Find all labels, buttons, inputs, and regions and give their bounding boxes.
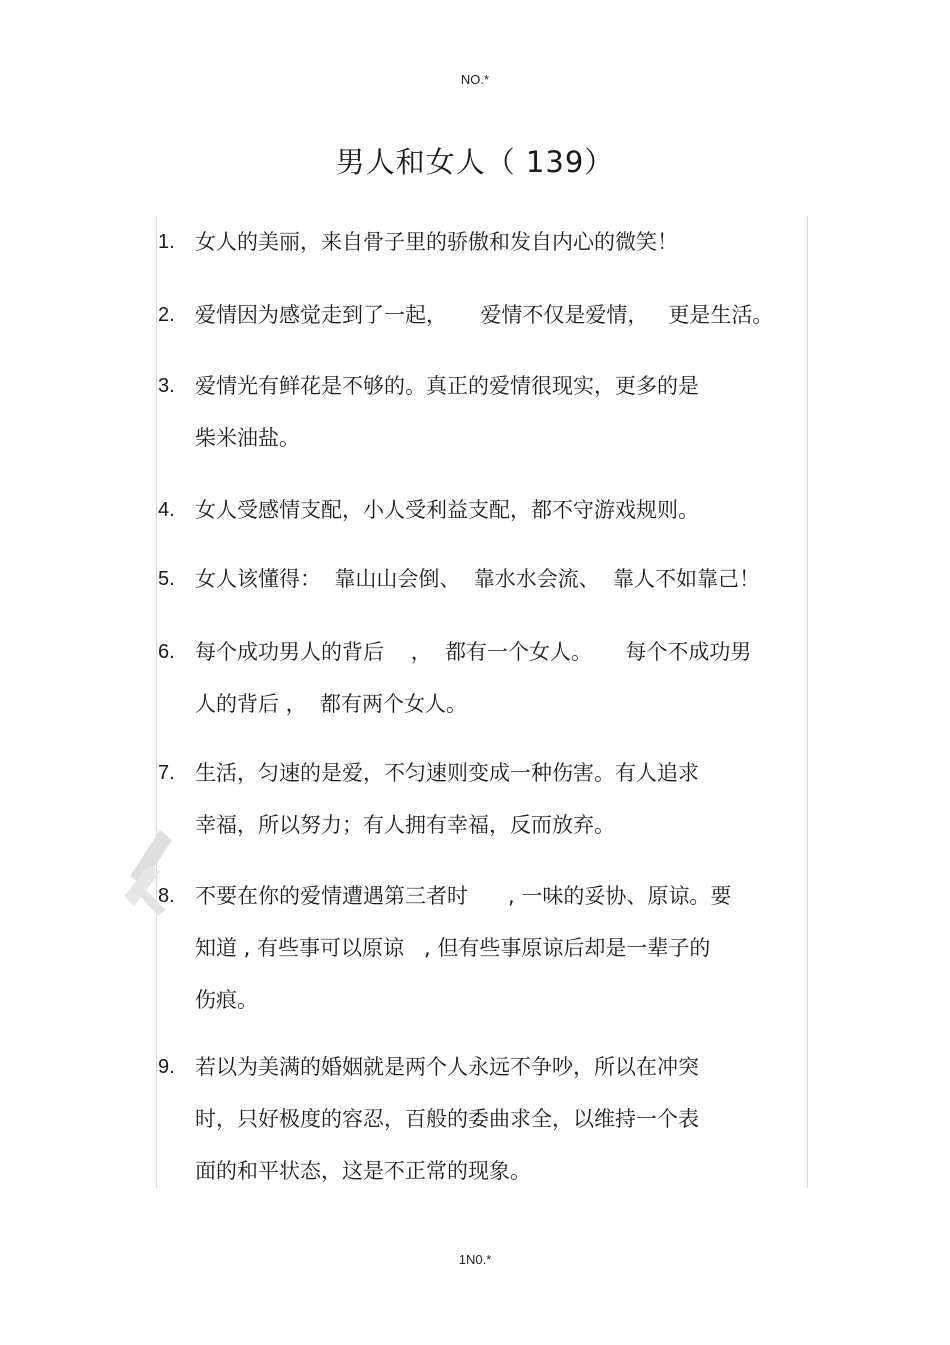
item-number: 8.: [158, 885, 175, 907]
item-text-line: 女人的美丽，来自骨子里的骄傲和发自内心的微笑！: [195, 230, 678, 254]
page-header: NO.*: [460, 72, 490, 87]
list-item-4: [158, 484, 808, 536]
item-text-line: 人的背后 ， 都有两个女人。: [195, 692, 468, 716]
item-text-line: 伤痕。: [195, 988, 258, 1012]
item-text-line: 爱情光有鲜花是不够的。真正的爱情很现实，更多的是: [195, 374, 699, 398]
item-number: 1.: [158, 231, 175, 253]
item-number: 6.: [158, 641, 175, 663]
item-text-line: 幸福，所以努力；有人拥有幸福，反而放弃。: [195, 813, 615, 837]
list-item-7: [158, 747, 808, 851]
page-title: 男人和女人（ 139）: [335, 145, 615, 179]
item-text-line: 爱情因为感觉走到了一起， 爱情不仅是爱情， 更是生活。: [195, 303, 774, 327]
item-number: 9.: [158, 1056, 175, 1078]
list-item-5: [158, 553, 808, 605]
list-item-9: [158, 1041, 808, 1197]
item-text-line: 面的和平状态，这是不正常的现象。: [195, 1159, 531, 1183]
list-item-8: [158, 870, 808, 1026]
list-item-6: [158, 626, 808, 730]
item-text-line: 每个成功男人的背后 ， 都有一个女人。 每个不成功男: [195, 640, 752, 664]
item-number: 2.: [158, 304, 175, 326]
item-text-line: 女人受感情支配，小人受利益支配，都不守游戏规则。: [195, 498, 699, 522]
item-number: 4.: [158, 499, 175, 521]
item-text-line: 女人该懂得： 靠山山会倒、 靠水水会流、 靠人不如靠己！: [195, 567, 761, 591]
list-item-2: [158, 289, 808, 341]
item-text-line: 知道 , 有些事可以原谅 , 但有些事原谅后却是一辈子的: [195, 936, 711, 960]
page-footer: 1N0.*: [458, 1252, 492, 1267]
list-item-3: [158, 360, 808, 464]
item-number: 3.: [158, 375, 175, 397]
list-item-1: [158, 216, 808, 268]
item-text-line: 若以为美满的婚姻就是两个人永远不争吵，所以在冲突: [195, 1055, 699, 1079]
item-text-line: 柴米油盐。: [195, 426, 300, 450]
item-number: 5.: [158, 568, 175, 590]
item-text-line: 时，只好极度的容忍，百般的委曲求全，以维持一个表: [195, 1107, 699, 1131]
item-number: 7.: [158, 762, 175, 784]
item-text-line: 生活，匀速的是爱，不匀速则变成一种伤害。有人追求: [195, 761, 699, 785]
item-text-line: 不要在你的爱情遭遇第三者时 , 一味的妥协、原谅。要: [195, 884, 732, 908]
